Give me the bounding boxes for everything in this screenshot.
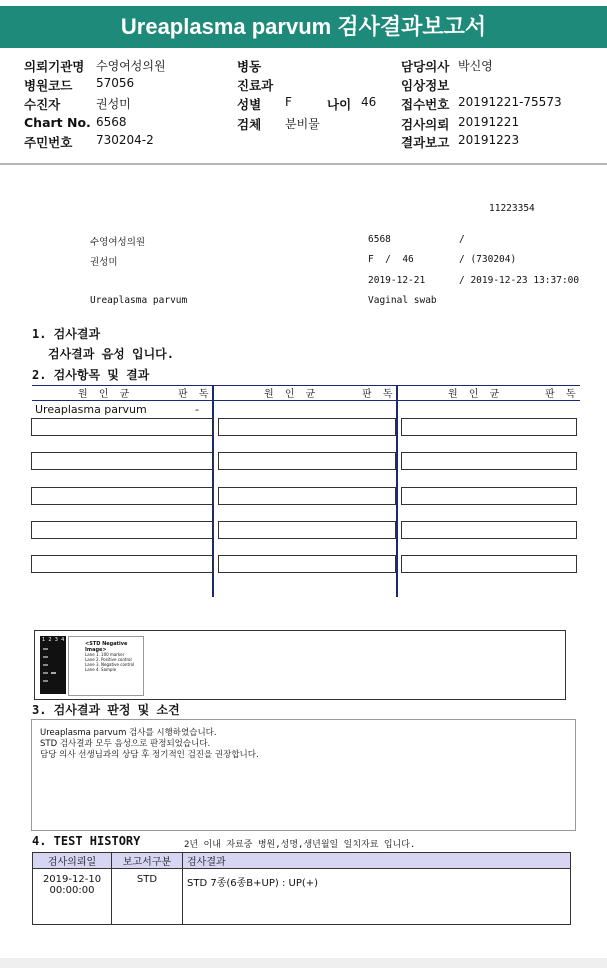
gel-band <box>43 680 48 682</box>
section2-heading: 2. 검사항목 및 결과 <box>32 368 150 382</box>
gel-legend-title: <STD Negative Image> <box>85 641 128 653</box>
history-col-result: 검사결과 <box>183 853 571 869</box>
value-institution: 수영여성의원 <box>96 59 166 73</box>
gel-legend-line: Lane 4. Sample <box>85 667 117 672</box>
result-cell <box>31 452 214 470</box>
value-receipt-no: 20191221-75573 <box>458 95 562 109</box>
value-age: 46 <box>361 95 377 109</box>
organism-name: Ureaplasma parvum <box>35 403 147 416</box>
page-footer-bar <box>0 958 607 968</box>
label-ward: 병동 <box>237 59 262 74</box>
info-birth: / (730204) <box>459 254 517 265</box>
result-cell <box>401 418 577 436</box>
result-cell <box>218 487 396 505</box>
gel-band <box>51 672 56 674</box>
label-institution: 의뢰기관명 <box>24 59 85 74</box>
section1-heading: 1. 검사결과 <box>32 327 101 341</box>
comment-box <box>31 719 576 831</box>
result-cell <box>218 521 396 539</box>
history-col-date: 검사의뢰일 <box>33 853 112 869</box>
info-test-name: Ureaplasma parvum <box>90 295 188 306</box>
header-divider <box>0 163 607 165</box>
value-doctor: 박신영 <box>458 59 493 73</box>
label-clinical-info: 임상정보 <box>401 78 450 93</box>
col-judgement-2: 판 독 <box>362 389 397 400</box>
gel-band <box>43 656 48 658</box>
result-cell <box>401 452 577 470</box>
section1-result: 검사결과 음성 입니다. <box>48 347 175 361</box>
info-date-reported: / 2019-12-23 13:37:00 <box>459 275 580 286</box>
value-hospital-code: 57056 <box>96 76 135 90</box>
section3-heading: 3. 검사결과 판정 및 소견 <box>32 703 180 717</box>
label-receipt-no: 접수번호 <box>401 97 450 112</box>
table-row <box>33 869 571 925</box>
value-patient: 권성미 <box>96 97 131 111</box>
comment-line: Ureaplasma parvum 검사를 시행하였습니다. <box>40 728 217 738</box>
col-organism-2: 원 인 균 <box>264 389 320 400</box>
label-chart-no: Chart No. <box>24 115 91 130</box>
label-resident-no: 주민번호 <box>24 135 73 150</box>
history-date-cell <box>33 869 112 925</box>
result-cell <box>218 555 396 573</box>
value-chart-no: 6568 <box>96 115 127 129</box>
gel-band <box>43 672 48 674</box>
label-sex: 성별 <box>237 97 262 112</box>
result-cell <box>31 487 214 505</box>
label-doctor: 담당의사 <box>401 59 450 74</box>
gel-lane-numbers: 1 2 3 4 <box>42 637 65 643</box>
info-slash: / <box>459 234 465 245</box>
info-patient: 권성미 <box>90 257 118 268</box>
result-cell <box>218 418 396 436</box>
result-cell <box>31 555 214 573</box>
report-title: Ureaplasma parvum 검사결과보고서 <box>0 6 607 48</box>
result-cell <box>401 521 577 539</box>
history-col-type: 보고서구분 <box>112 853 183 869</box>
history-type: STD <box>112 869 183 925</box>
info-sex-age: F / 46 <box>368 254 414 265</box>
col-judgement-1: 판 독 <box>178 389 213 400</box>
value-request-date: 20191221 <box>458 115 520 129</box>
label-specimen: 검체 <box>237 117 262 132</box>
info-clinic: 수영여성의원 <box>90 237 146 248</box>
history-result: STD 7종(6종B+UP) : UP(+) <box>183 869 571 925</box>
history-date: 2019-12-10 <box>42 874 102 885</box>
label-hospital-code: 병원코드 <box>24 78 73 93</box>
label-request-date: 검사의뢰 <box>401 117 450 132</box>
history-time: 00:00:00 <box>49 885 95 896</box>
result-cell <box>401 555 577 573</box>
result-cell <box>31 418 214 436</box>
gel-image <box>40 636 66 694</box>
comment-line: STD 검사결과 모두 음성으로 판정되었습니다. <box>40 739 211 749</box>
gel-band <box>43 664 48 666</box>
gel-legend-line: Lane 1. 100 marker <box>85 652 125 657</box>
history-table <box>32 852 571 925</box>
history-note: 2년 이내 자료중 병원,성명,생년월일 일치자료 입니다. <box>184 840 416 850</box>
label-patient: 수진자 <box>24 97 61 112</box>
info-date-requested: 2019-12-21 <box>368 275 426 286</box>
organism-judgement: - <box>195 403 199 416</box>
value-report-date: 20191223 <box>458 133 520 147</box>
value-resident-no: 730204-2 <box>96 133 154 147</box>
result-cell <box>31 521 214 539</box>
gel-legend-line: Lane 3. Negative control <box>85 662 135 667</box>
gel-legend-lines <box>85 652 134 672</box>
col-judgement-3: 판 독 <box>545 389 580 400</box>
label-report-date: 결과보고 <box>401 135 450 150</box>
info-chart: 6568 <box>368 234 391 245</box>
gel-legend-line: Lane 2. Positive control <box>85 657 132 662</box>
report-id: 11223354 <box>489 203 535 214</box>
result-cell <box>401 487 577 505</box>
result-cell <box>218 452 396 470</box>
section4-heading: 4. TEST HISTORY <box>32 834 141 848</box>
comment-line: 담당 의사 선생님과의 상담 후 정기적인 검진을 권장합니다. <box>40 750 259 760</box>
column-divider <box>396 385 398 597</box>
label-age: 나이 <box>327 97 352 112</box>
col-organism-1: 원 인 균 <box>78 389 134 400</box>
gel-band <box>43 648 48 650</box>
value-specimen: 분비물 <box>285 117 320 131</box>
info-specimen: Vaginal swab <box>368 295 437 306</box>
label-department: 진료과 <box>237 78 274 93</box>
col-organism-3: 원 인 균 <box>448 389 504 400</box>
gel-legend <box>68 636 144 696</box>
value-sex: F <box>285 95 292 109</box>
